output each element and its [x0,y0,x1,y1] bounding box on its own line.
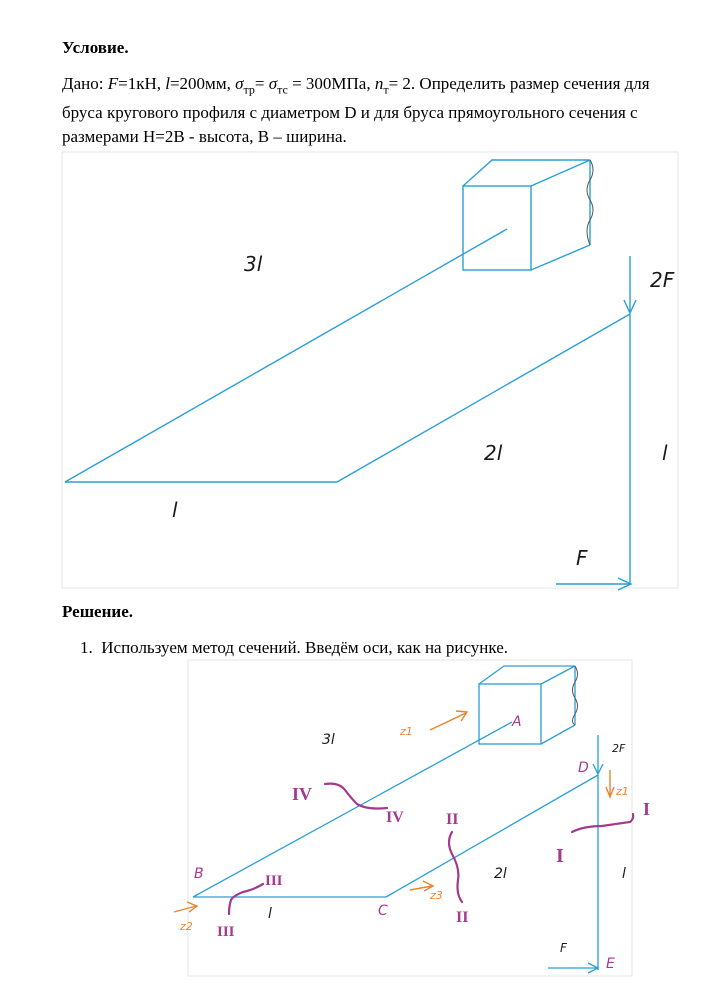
axis-z1-a-label: z1 [400,725,413,738]
section-IV-right-label: IV [386,809,404,826]
label-l-bottom: l [172,498,178,522]
given-n-sub: т [383,82,389,97]
given-l-value: =200мм, [169,74,236,93]
axis-z1-d-label: z1 [616,785,629,798]
given-n-symbol: n [374,74,384,93]
section-II-bottom-label: II [456,909,469,926]
axis-z1-a-head [456,711,467,721]
label-l-right: l [662,441,668,465]
given-lead: Дано: [62,74,108,93]
section-I-label: I [643,799,651,819]
label-l-bottom-2: l [268,906,272,922]
section-I-label-left: I [556,845,564,867]
section-cut-III [229,884,263,914]
given-sigma-compression-sub: тс [277,82,288,97]
given-sigma-tension-sub: тр [243,82,255,97]
label-3l-2: 3l [322,732,335,748]
section-cut-I [572,814,633,832]
given-sigma-tension: σ [235,74,244,93]
given-sigma-value: = 300МПа, [287,74,375,93]
given-F-value: =1кН, [118,74,166,93]
beam-AB [193,722,512,897]
support-cube-top-2 [479,666,575,684]
section-III-bottom-label: III [217,924,235,940]
label-F: F [576,546,588,570]
section-III-top-label: III [265,873,283,889]
given-l-symbol: l [165,74,170,93]
axis-z3-label: z3 [430,889,443,902]
solution-heading: Решение. [62,602,133,621]
section-IV-left-label: IV [292,784,313,804]
axis-z1-a-arrow [430,713,466,730]
support-cube-bottom-2 [541,725,575,744]
point-B: B [194,866,204,882]
point-E: E [606,956,615,972]
solution-figure-frame [188,660,632,976]
given-F-symbol: F [107,74,119,93]
point-C: C [378,903,388,919]
label-F-2: F [560,941,567,955]
given-task: = 2. Определить размер сечения для бруса кругового профиля с диаметром D и для бруса прямоугольного сечения с размерами H=2B - высота, B – ширина. [62,74,650,147]
section-cut-II [449,832,462,902]
step-number: 1. [80,638,93,657]
label-2l: 2l [484,441,503,465]
label-2l-2: 2l [494,866,507,882]
label-2F: 2F [650,268,675,292]
beam-CD [386,775,598,897]
step-text: Используем метод сечений. Введём оси, как на рисунке. [101,638,509,657]
given-sigma-compression: σ [268,74,278,93]
given-eq: = [254,74,269,93]
condition-heading: Условие. [62,38,129,57]
label-l-right-2: l [622,866,626,882]
axis-z2-label: z2 [180,920,193,933]
label-2F-2: 2F [612,742,626,755]
label-3l: 3l [244,252,263,276]
point-A: A [512,714,522,730]
point-D: D [578,760,589,776]
section-II-top-label: II [446,811,459,828]
